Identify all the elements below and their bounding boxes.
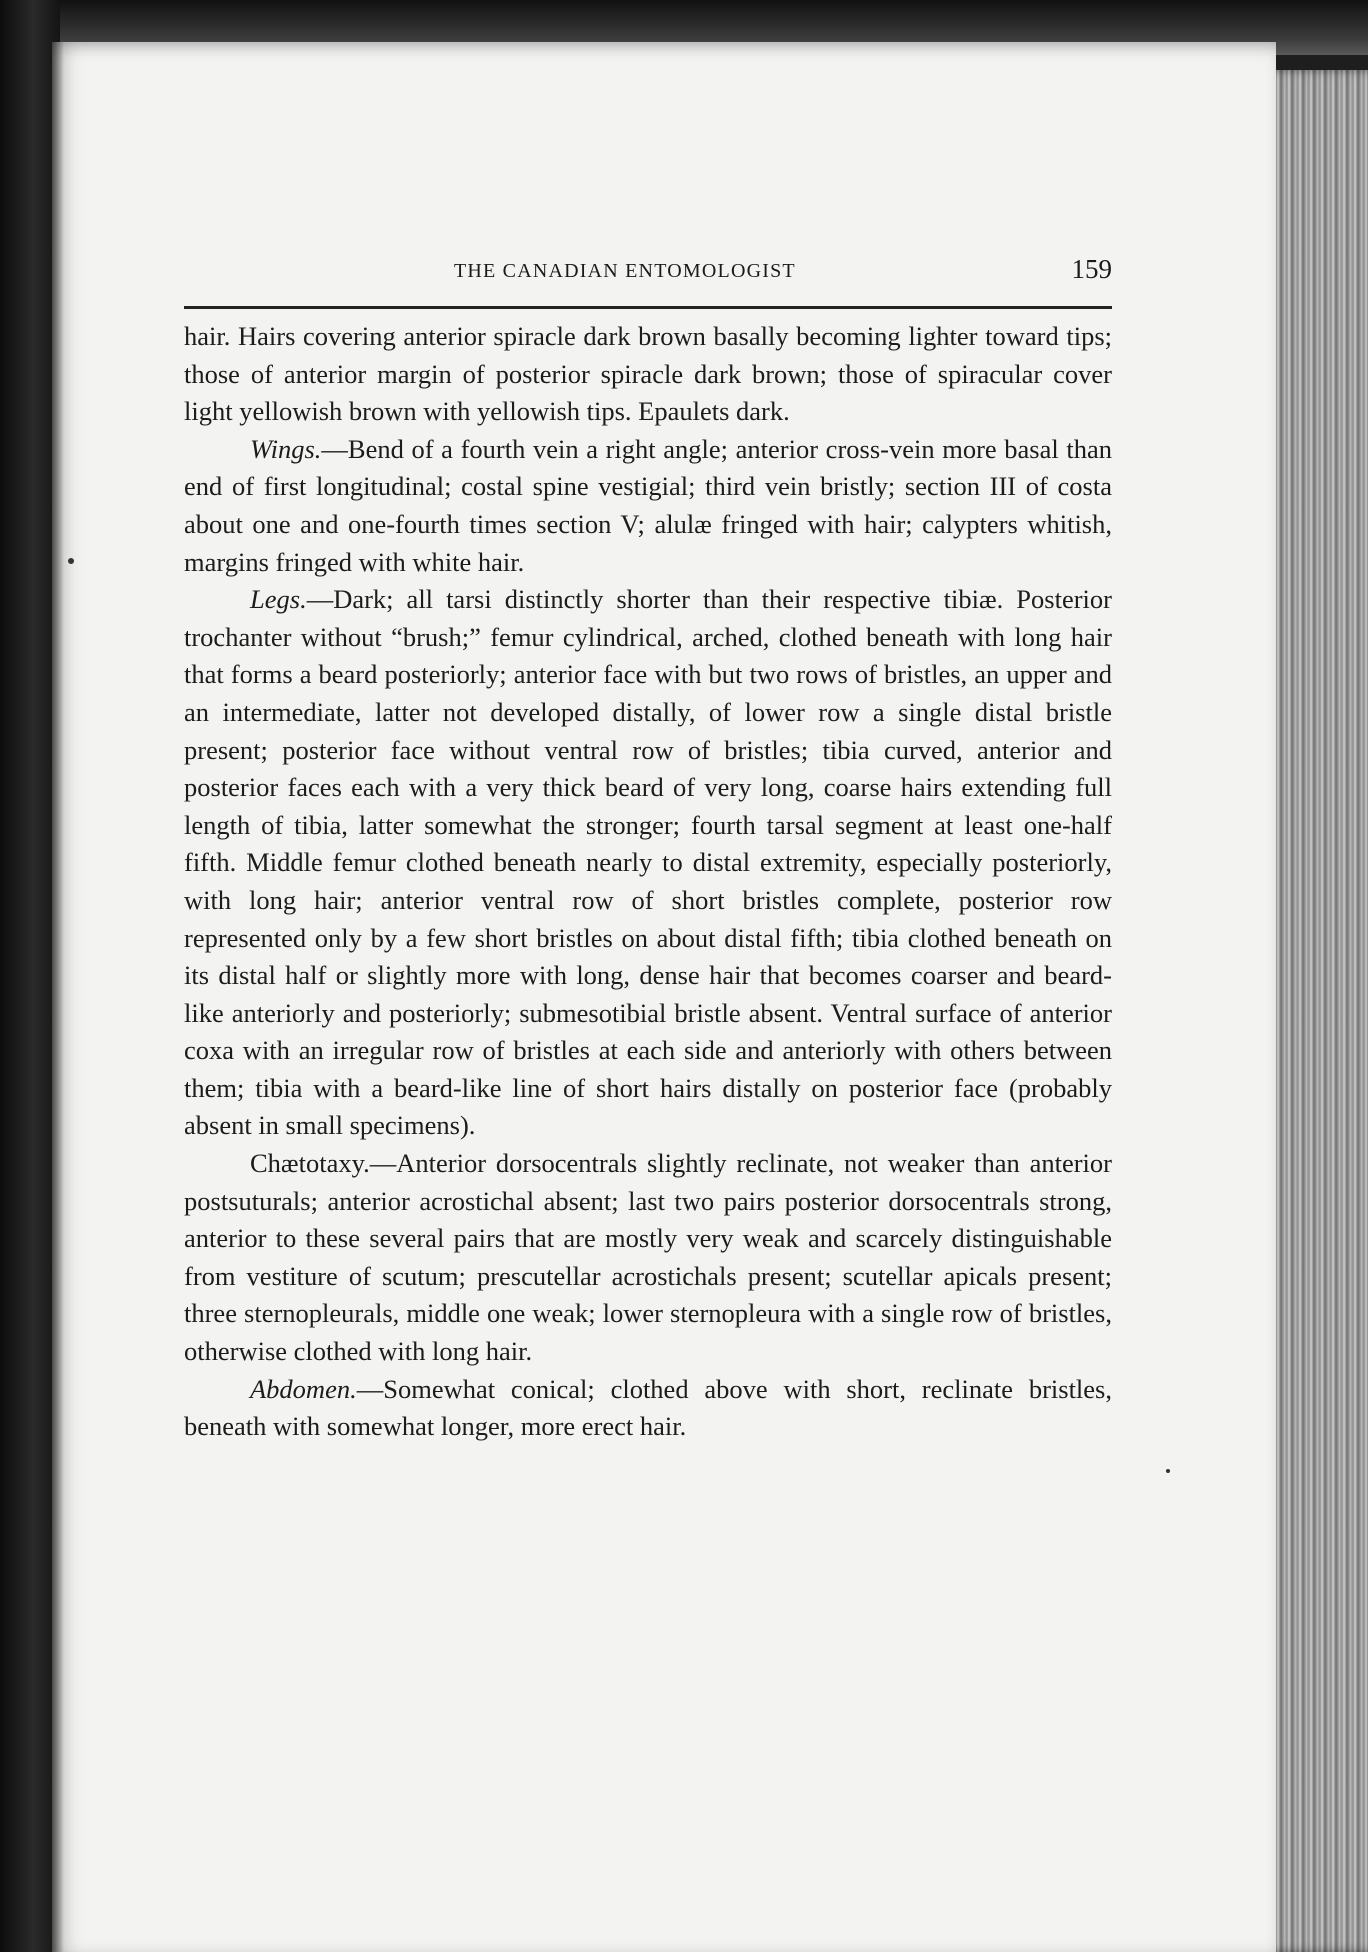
paragraph-text: —Bend of a fourth vein a right angle; anterior cross-vein more basal than end of first longitudinal; costal spine vestigial; third vein bristly; section III of costa about one and one-fourth times section V; alulæ fringed with hair; calypters whitish, margins fringed with white hair.	[184, 433, 1112, 577]
paragraph-lead: Legs.	[250, 584, 307, 615]
paragraph-chaetotaxy	[184, 1145, 1112, 1371]
header-rule	[184, 306, 1112, 309]
body-text	[184, 318, 1112, 1446]
paragraph-hair	[184, 318, 1112, 431]
journal-title: THE CANADIAN ENTOMOLOGIST	[454, 260, 796, 282]
scan-left-edge	[0, 0, 60, 1952]
binding-shadow	[52, 42, 64, 1952]
margin-speck	[1166, 1469, 1170, 1473]
running-head	[184, 256, 1112, 296]
page-stack-edge	[1262, 70, 1368, 1952]
page-number: 159	[1071, 254, 1112, 284]
paragraph-lead: Abdomen.	[250, 1373, 357, 1404]
paragraph-legs	[184, 581, 1112, 1145]
paragraph-wings	[184, 431, 1112, 581]
paragraph-text: hair. Hairs covering anterior spiracle dark brown basally becoming lighter toward tips; those of anterior margin of posterior spiracle dark brown; those of spiracular cover light yellowish brown with yellowish tips. Epaulets dark.	[184, 321, 1112, 427]
paragraph-text: —Dark; all tarsi distinctly shorter than their respective tibiæ. Posterior trochanter without “brush;” femur cylindrical, arched, clothed beneath with long hair that forms a beard posteriorly; anterior face with but two rows of bristles, an upper and an intermediate, latter not developed distally, of lower row a single distal bristle present; posterior face without ventral row of bristles; tibia curved, anterior and posterior faces each with a very thick beard of very long, coarse hairs extending full length of tibia, latter somewhat the stronger; fourth tarsal segment at least one-half fifth. Middle femur clothed beneath nearly to distal extremity, especially posteriorly, with long hair; anterior ventral row of short bristles complete, posterior row represented only by a few short bristles on about distal fifth; tibia clothed beneath on its distal half or slightly more with long, dense hair that becomes coarser and beard-like anteriorly and posteriorly; submesotibial bristle absent. Ventral surface of anterior coxa with an irregular row of bristles at each side and anteriorly with others between them; tibia with a beard-like line of short hairs distally on posterior face (probably absent in small specimens).	[184, 584, 1112, 1141]
margin-speck	[68, 558, 74, 564]
paragraph-lead: Wings.	[250, 433, 322, 464]
paragraph-abdomen	[184, 1371, 1112, 1446]
paragraph-text: Chætotaxy.—Anterior dorsocentrals slightly reclinate, not weaker than anterior postsuturals; anterior acrostichal absent; last two pairs posterior dorsocentrals strong, anterior to these several pairs that are mostly very weak and scarcely distinguishable from vestiture of scutum; prescutellar acrostichals present; scutellar apicals present; three sternopleurals, middle one weak; lower sternopleura with a single row of bristles, otherwise clothed with long hair.	[184, 1148, 1112, 1367]
paragraph-text: —Somewhat conical; clothed above with short, reclinate bristles, beneath with somewhat longer, more erect hair.	[184, 1373, 1112, 1442]
